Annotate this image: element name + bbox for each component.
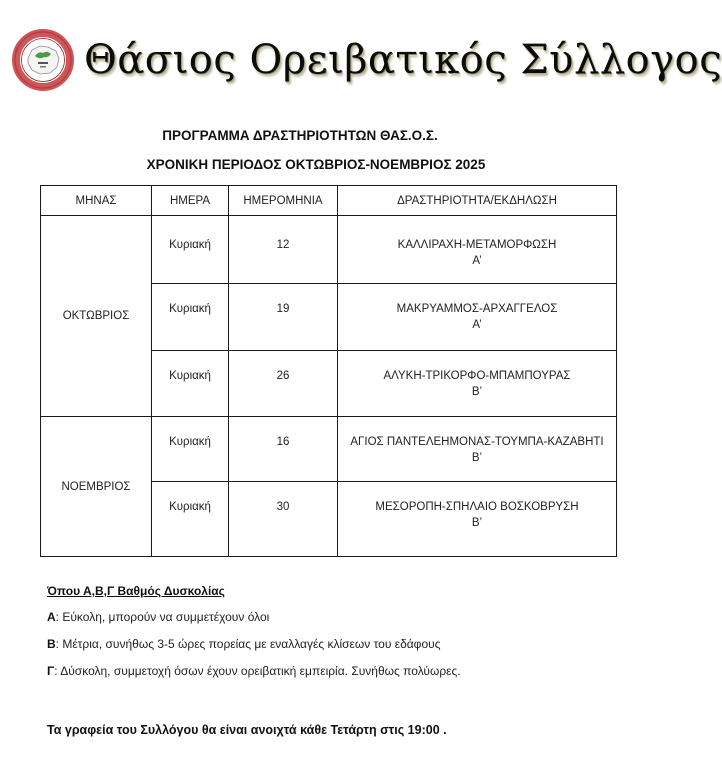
legend-item-c — [47, 664, 461, 679]
activity-cell — [338, 417, 617, 482]
month-cell: ΟΚΤΩΒΡΙΟΣ — [41, 216, 152, 417]
day-cell: Κυριακή — [152, 284, 229, 351]
table-header-row — [41, 186, 617, 216]
legend-key: Β — [47, 637, 56, 651]
activity-cell — [338, 351, 617, 417]
legend-text: : Δύσκολη, συμμετοχή όσων έχουν ορειβατική εμπειρία. Συνήθως πολύωρες. — [54, 664, 461, 678]
activity-cell — [338, 216, 617, 284]
table-row — [41, 216, 617, 284]
club-name-banner: Θάσιος Ορειβατικός Σύλλογος — [84, 37, 722, 83]
activities-table — [40, 185, 617, 557]
activity-name: ΚΑΛΛΙΡΑΧΗ-ΜΕΤΑΜΟΡΦΩΣΗ — [397, 239, 557, 251]
day-cell: Κυριακή — [152, 417, 229, 482]
legend-text: : Μέτρια, συνήθως 3-5 ώρες πορείας με εναλλαγές κλίσεων του εδάφους — [55, 637, 441, 651]
period-title: ΧΡΟΝΙΚΗ ΠΕΡΙΟΔΟΣ ΟΚΤΩΒΡΙΟΣ-ΝΟΕΜΒΡΙΟΣ 2025 — [146, 157, 486, 172]
club-header — [14, 28, 722, 92]
legend-key: Γ — [47, 664, 55, 678]
activity-name: ΑΛΥΚΗ-ΤΡΙΚΟΡΦΟ-ΜΠΑΜΠΟΥΡΑΣ — [383, 370, 571, 382]
difficulty-grade: Β’ — [471, 386, 483, 398]
difficulty-grade: Α’ — [472, 319, 482, 331]
activity-cell — [338, 482, 617, 557]
day-cell: Κυριακή — [152, 216, 229, 284]
header-day: ΗΜΕΡΑ — [152, 186, 229, 216]
table-row — [41, 417, 617, 482]
date-cell: 26 — [229, 351, 338, 417]
date-cell: 16 — [229, 417, 338, 482]
date-cell: 30 — [229, 482, 338, 557]
legend-text: : Εύκολη, μπορούν να συμμετέχουν όλοι — [55, 610, 270, 624]
header-date: ΗΜΕΡΟΜΗΝΙΑ — [229, 186, 338, 216]
activity-name: ΜΑΚΡΥΑΜΜΟΣ-ΑΡΧΑΓΓΕΛΟΣ — [396, 303, 558, 315]
club-emblem-icon — [14, 31, 72, 89]
day-cell: Κυριακή — [152, 351, 229, 417]
activity-name: ΜΕΣΟΡΟΠΗ-ΣΠΗΛΑΙΟ ΒΟΣΚΟΒΡΥΣΗ — [375, 501, 579, 513]
activity-cell — [338, 284, 617, 351]
legend-item-a — [47, 610, 461, 625]
office-hours-note: Τα γραφεία του Συλλόγου θα είναι ανοιχτά κάθε Τετάρτη στις 19:00 . — [47, 723, 447, 737]
difficulty-grade: Β’ — [471, 452, 483, 464]
difficulty-legend — [47, 584, 461, 691]
difficulty-grade: Β’ — [471, 517, 483, 529]
date-cell: 12 — [229, 216, 338, 284]
legend-key: Α — [47, 610, 56, 624]
header-month: ΜΗΝΑΣ — [41, 186, 152, 216]
legend-item-b — [47, 637, 461, 652]
legend-title: Όπου Α,Β,Γ Βαθμός Δυσκολίας — [47, 584, 225, 598]
date-cell: 19 — [229, 284, 338, 351]
day-cell: Κυριακή — [152, 482, 229, 557]
program-title: ΠΡΟΓΡΑΜΜΑ ΔΡΑΣΤΗΡΙΟΤΗΤΩΝ ΘΑΣ.Ο.Σ. — [162, 128, 438, 143]
difficulty-grade: Α’ — [472, 255, 482, 267]
month-cell: ΝΟΕΜΒΡΙΟΣ — [41, 417, 152, 557]
header-activity: ΔΡΑΣΤΗΡΙΟΤΗΤΑ/ΕΚΔΗΛΩΣΗ — [338, 186, 617, 216]
activity-name: ΑΓΙΟΣ ΠΑΝΤΕΛΕΗΜΟΝΑΣ-ΤΟΥΜΠΑ-ΚΑΖΑΒΗΤΙ — [350, 436, 604, 448]
